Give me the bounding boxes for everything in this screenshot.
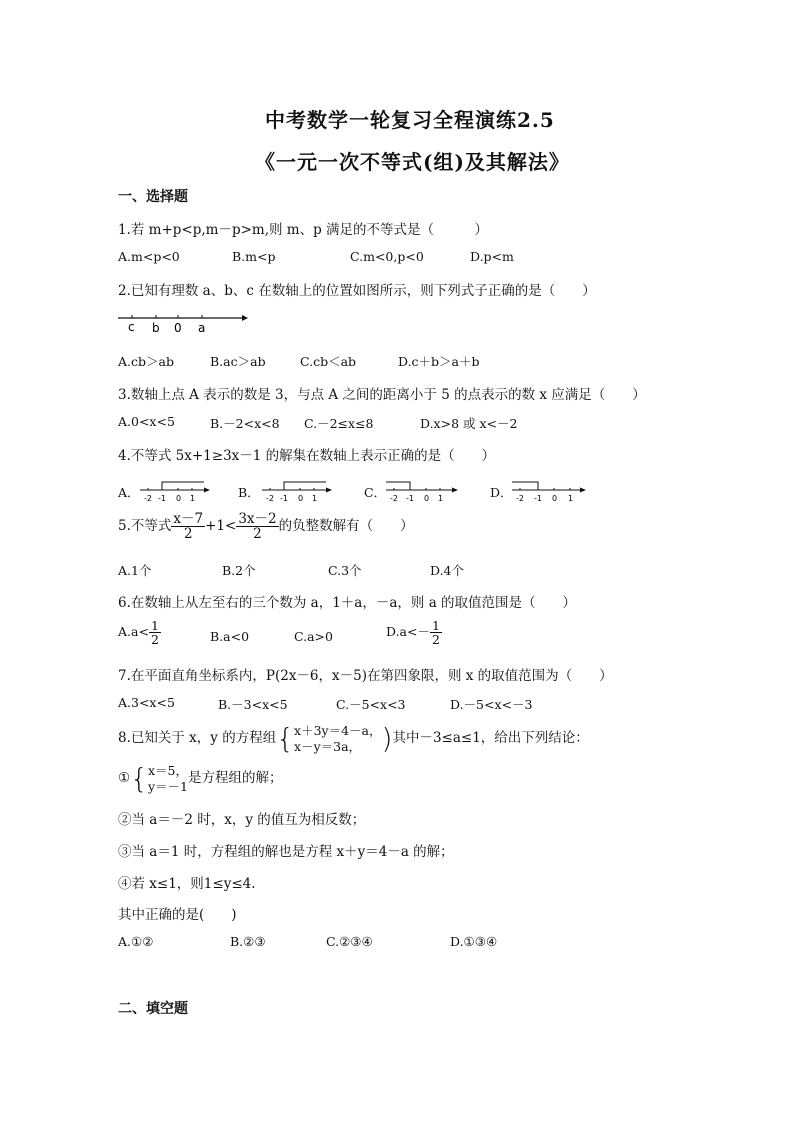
q5-fraction-1-numerator: x－7 <box>173 511 204 527</box>
svg-text:-1: -1 <box>534 494 542 503</box>
q3-option-d: D.x>8 或 x<－2 <box>420 416 518 431</box>
q3-stem: 3.数轴上点 A 表示的数是 3，与点 A 之间的距离小于 5 的点表示的数 x 应满足（ ） <box>118 387 646 403</box>
q7-stem: 7.在平面直角坐标系内，P(2x－6，x－5)在第四象限，则 x 的取值范围为（ ） <box>118 668 613 684</box>
q5-fraction-1 <box>171 512 205 541</box>
q5-fraction-1-denominator: 2 <box>183 526 193 543</box>
q4-option-a-label: A． <box>118 485 140 500</box>
q4-option-c-label: C． <box>364 485 387 500</box>
q5-middle: +1< <box>205 518 237 535</box>
q1-option-c: C.m<0,p<0 <box>350 249 424 264</box>
q7-option-a: A.3<x<5 <box>118 695 175 710</box>
q4-option-b-number-line <box>262 478 332 504</box>
q5-fraction-2-numerator: 3x－2 <box>238 511 277 527</box>
q1-option-d: D.p<m <box>470 249 514 264</box>
section-choice-heading: 一、选择题 <box>118 189 188 205</box>
q6-option-d-fraction: $\frac{1}{2}$ <box>431 618 440 648</box>
q8-eq1: x＋3y＝4－a， <box>294 722 382 738</box>
q6-stem: 6.在数轴上从左至右的三个数为 a，1＋a，－a，则 a 的取值范围是（ ） <box>118 595 577 611</box>
q2-axis-label-b: b <box>152 321 160 335</box>
svg-text:-2: -2 <box>266 494 274 503</box>
svg-text:0: 0 <box>424 494 430 503</box>
q8-option-a: A.①② <box>118 934 154 949</box>
q8-option-b: B.②③ <box>230 934 266 949</box>
q2-number-line <box>118 308 248 336</box>
q8-equation-system <box>294 723 381 754</box>
q2-option-d: D.c＋b＞a＋b <box>398 354 480 369</box>
q3-option-b: B.－2<x<8 <box>210 416 280 431</box>
q8-prefix: 8.已知关于 x，y 的方程组 <box>118 730 277 746</box>
q2-axis-label-0: 0 <box>174 321 182 335</box>
svg-text:-2: -2 <box>144 494 152 503</box>
q6-option-a-fraction: $\frac{1}{2}$ <box>150 618 159 648</box>
svg-text:1: 1 <box>438 494 444 503</box>
q5-option-a: A.1个 <box>118 563 152 578</box>
svg-text:0: 0 <box>176 494 182 503</box>
q8-option-d: D.①③④ <box>450 934 498 949</box>
q5-fraction-2-denominator: 2 <box>253 526 262 543</box>
section-fill-heading: 二、填空题 <box>118 1001 188 1017</box>
svg-text:-1: -1 <box>158 494 166 503</box>
q8-conclusion-2: ②当 a＝－2 时，x，y 的值互为相反数； <box>118 812 366 828</box>
q7-option-c: C.－5<x<3 <box>336 697 406 712</box>
q4-option-b-label: B． <box>238 485 260 500</box>
svg-text:1: 1 <box>568 494 574 503</box>
q4-stem: 4.不等式 5x+1≥3x－1 的解集在数轴上表示正确的是（ ） <box>118 448 496 464</box>
q8-conclusion-3: ③当 a＝1 时，方程组的解也是方程 x＋y＝4－a 的解； <box>118 844 454 860</box>
q6-option-c: C.a>0 <box>294 629 333 644</box>
q1-option-a: A.m<p<0 <box>118 249 180 264</box>
q8-conclusion-4: ④若 x≤1，则1≤y≤4. <box>118 876 256 892</box>
q5-stem <box>118 512 414 541</box>
svg-text:1: 1 <box>190 494 196 503</box>
svg-text:1: 1 <box>312 494 318 503</box>
q8-eq2: x－y＝3a， <box>294 738 362 754</box>
q8-stem: 8.已知关于 x，y 的方程组{x＋3y＝4－a， x－y＝3a， )其中－3≤a≤1，给出下列结论： <box>118 722 589 755</box>
q1-stem: 1.若 m+p<p,m－p>m,则 m、p 满足的不等式是（ ） <box>118 222 489 238</box>
svg-text:-2: -2 <box>516 494 524 503</box>
q8-option-c: C.②③④ <box>326 934 373 949</box>
q6-option-d: D.a<－ $\frac{1}{2}$ <box>386 618 440 648</box>
q5-option-b: B.2个 <box>222 563 256 578</box>
q2-stem: 2.已知有理数 a、b、c 在数轴上的位置如图所示，则下列式子正确的是（ ） <box>118 283 596 299</box>
q8-question: 其中正确的是( ) <box>118 907 237 923</box>
q4-option-d-label: D． <box>490 485 513 500</box>
q5-suffix: 的负整数解有（ ） <box>278 518 414 535</box>
q2-axis-label-a: a <box>198 321 206 335</box>
svg-text:-1: -1 <box>280 494 288 503</box>
q4-option-a-number-line <box>140 478 210 504</box>
svg-text:-2: -2 <box>390 494 398 503</box>
q5-option-d: D.4个 <box>430 563 465 578</box>
title-line-1: 中考数学一轮复习全程演练2.5 <box>265 108 555 132</box>
q5-option-c: C.3个 <box>328 563 362 578</box>
q1-option-b: B.m<p <box>232 249 276 264</box>
q7-option-b: B.－3<x<5 <box>218 697 288 712</box>
q6-option-a: A.a< $\frac{1}{2}$ <box>118 618 159 648</box>
q2-option-c: C.cb＜ab <box>300 354 357 369</box>
q2-option-b: B.ac＞ab <box>210 354 266 369</box>
title-line-2: 《一元一次不等式(组)及其解法》 <box>255 150 570 174</box>
q3-option-c: C.－2≤x≤8 <box>304 416 374 431</box>
q5-fraction-2 <box>236 512 278 541</box>
svg-text:-1: -1 <box>406 494 414 503</box>
q5-prefix: 5.不等式 <box>118 518 172 535</box>
q8-conclusion-1-system: x＝5， y＝－1 <box>147 762 188 794</box>
q8-suffix: 其中－3≤a≤1，给出下列结论： <box>392 730 589 746</box>
svg-text:0: 0 <box>298 494 304 503</box>
q6-option-b: B.a<0 <box>210 629 250 644</box>
q7-option-d: D.－5<x<－3 <box>450 697 533 712</box>
q8-conclusion-1: ①{x＝5， y＝－1是方程组的解； <box>118 762 283 795</box>
q3-option-a: A.0<x<5 <box>118 414 175 429</box>
q4-option-d-number-line <box>512 478 586 504</box>
q4-option-c-number-line <box>386 478 458 504</box>
q2-option-a: A.cb＞ab <box>118 354 174 369</box>
q2-axis-label-c: c <box>128 320 135 334</box>
svg-text:0: 0 <box>552 494 558 503</box>
